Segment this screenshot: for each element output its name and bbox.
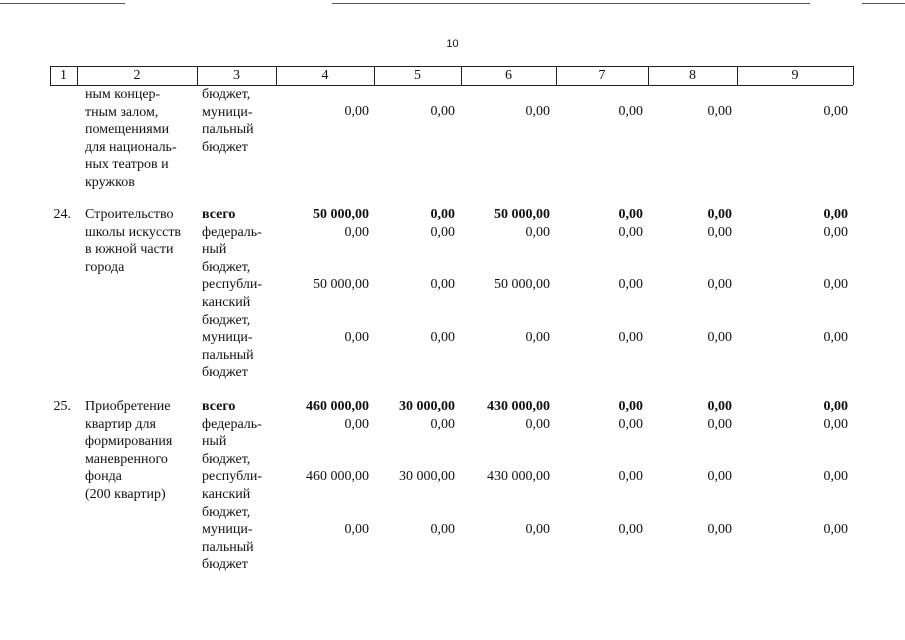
funding-source-line: федераль- (202, 224, 262, 240)
continued-name-line: ным концер- (85, 87, 161, 102)
total-label: всего (202, 399, 236, 414)
funding-value: 0,00 (344, 522, 369, 538)
funding-source-line: ный (202, 434, 227, 450)
funding-value: 0,00 (618, 277, 643, 293)
header-cell-9: 9 (791, 68, 799, 83)
funding-source-line: пальный (202, 539, 254, 555)
funding-value: 0,00 (618, 330, 643, 346)
total-value: 0,00 (823, 207, 848, 222)
header-cell-5: 5 (414, 68, 421, 83)
continued-name-line: ных театров и (85, 157, 169, 173)
funding-value: 0,00 (430, 277, 455, 293)
funding-source-line: ный (202, 242, 227, 258)
row-name-line: квартир для (85, 416, 156, 432)
funding-value: 430 000,00 (487, 469, 550, 485)
total-value: 0,00 (430, 207, 455, 222)
row-name-line: маневренного (85, 451, 168, 467)
funding-value: 0,00 (618, 416, 643, 432)
row-number: 24. (53, 207, 71, 222)
funding-value: 0,00 (707, 522, 732, 538)
funding-source-line: канский (202, 295, 251, 310)
continued-name-line: кружков (85, 175, 135, 190)
funding-source-line: бюджет, (202, 451, 251, 467)
funding-value: 0,00 (430, 330, 455, 346)
funding-value: 50 000,00 (313, 277, 369, 293)
funding-value: 0,00 (430, 224, 455, 240)
row-name-line: в южной части (85, 242, 174, 258)
continued-name-line: тным залом, (85, 104, 159, 120)
funding-source-line: бюджет, (202, 312, 251, 328)
funding-value: 0,00 (707, 330, 732, 346)
funding-value: 0,00 (823, 330, 848, 346)
funding-source-line: республи- (202, 469, 262, 485)
funding-value: 0,00 (823, 522, 848, 538)
continued-value: 0,00 (823, 104, 848, 119)
funding-value: 0,00 (707, 224, 732, 240)
funding-source-line: бюджет, (202, 259, 251, 275)
row-name-line: школы искусств (85, 224, 182, 240)
funding-value: 50 000,00 (494, 277, 550, 293)
funding-value: 0,00 (823, 469, 848, 485)
continued-source-line: бюджет (202, 139, 248, 155)
continued-source-line: бюджет, (202, 87, 251, 102)
total-value: 30 000,00 (399, 399, 455, 414)
funding-value: 0,00 (823, 224, 848, 240)
funding-value: 30 000,00 (399, 469, 455, 485)
row-name-line: города (85, 259, 125, 275)
funding-value: 0,00 (618, 224, 643, 240)
funding-source-line: муници- (202, 522, 253, 538)
funding-source-line: федераль- (202, 416, 262, 432)
total-value: 0,00 (618, 207, 643, 222)
total-value: 0,00 (707, 207, 732, 222)
funding-value: 0,00 (430, 416, 455, 432)
funding-value: 0,00 (823, 277, 848, 293)
funding-source-line: канский (202, 487, 251, 502)
funding-source-line: бюджет (202, 557, 248, 573)
total-value: 430 000,00 (487, 399, 550, 414)
funding-value: 0,00 (618, 469, 643, 485)
funding-source-line: пальный (202, 347, 254, 363)
total-value: 0,00 (618, 399, 643, 414)
header-cell-8: 8 (689, 68, 696, 83)
continued-value: 0,00 (344, 104, 369, 119)
total-value: 0,00 (707, 399, 732, 414)
continued-value: 0,00 (707, 104, 732, 119)
funding-value: 0,00 (344, 416, 369, 432)
header-cell-1: 1 (60, 68, 67, 83)
total-value: 50 000,00 (494, 207, 550, 222)
funding-source-line: бюджет, (202, 504, 251, 520)
funding-value: 0,00 (525, 416, 550, 432)
total-value: 460 000,00 (306, 399, 369, 414)
funding-source-line: бюджет (202, 365, 248, 381)
row-name-line: (200 квартир) (85, 487, 166, 502)
header-cell-2: 2 (133, 68, 141, 83)
funding-value: 0,00 (707, 416, 732, 432)
row-name-line: Строительство (85, 207, 174, 222)
header-cell-4: 4 (321, 68, 329, 83)
funding-value: 0,00 (707, 277, 732, 293)
funding-value: 0,00 (525, 330, 550, 346)
table-header (0, 0, 905, 100)
continued-source-line: пальный (202, 122, 254, 138)
funding-value: 0,00 (430, 522, 455, 538)
page-number: 10 (446, 38, 459, 50)
total-value: 50 000,00 (313, 207, 369, 222)
continued-value: 0,00 (430, 104, 455, 119)
continued-value: 0,00 (525, 104, 550, 119)
continued-value: 0,00 (618, 104, 643, 119)
funding-value: 460 000,00 (306, 469, 369, 485)
total-label: всего (202, 207, 236, 222)
funding-value: 0,00 (707, 469, 732, 485)
header-cell-7: 7 (598, 68, 606, 83)
funding-value: 0,00 (344, 224, 369, 240)
header-cell-3: 3 (233, 68, 240, 83)
funding-value: 0,00 (618, 522, 643, 538)
continued-name-line: для националь- (85, 139, 177, 155)
funding-value: 0,00 (525, 522, 550, 538)
funding-source-line: республи- (202, 277, 262, 293)
funding-value: 0,00 (525, 224, 550, 240)
funding-value: 0,00 (344, 330, 369, 346)
row-name-line: Приобретение (85, 399, 171, 414)
row-number: 25. (53, 399, 71, 414)
row-name-line: фонда (85, 469, 122, 485)
total-value: 0,00 (823, 399, 848, 414)
continued-source-line: муници- (202, 104, 253, 120)
header-bottom-rule (50, 85, 853, 86)
continued-name-line: помещениями (85, 122, 170, 138)
funding-value: 0,00 (823, 416, 848, 432)
header-cell-6: 6 (505, 68, 512, 83)
header-column-divider (853, 66, 854, 85)
funding-source-line: муници- (202, 330, 253, 346)
row-name-line: формирования (85, 434, 173, 450)
